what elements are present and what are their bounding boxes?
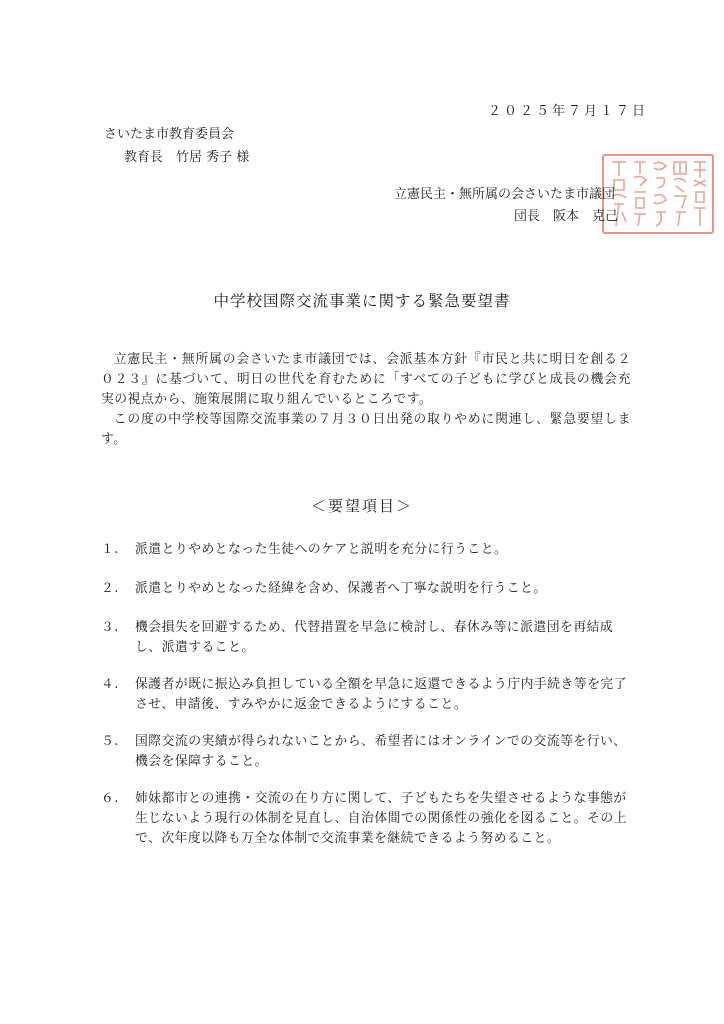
request-item: [101, 732, 631, 772]
sender-organization: 立憲民主・無所属の会さいたま市議団: [394, 187, 616, 202]
request-number: ６.: [101, 791, 119, 806]
request-number: ５.: [101, 734, 119, 749]
request-item: [101, 618, 631, 658]
body-paragraph-2: この度の中学校等国際交流事業の７月３０日出発の取りやめに関連し、緊急要望します。: [101, 412, 631, 447]
request-item: [101, 540, 631, 560]
document-body: [101, 350, 631, 450]
request-number: ３.: [101, 620, 119, 635]
document-date: ２０２５年７月１７日: [488, 104, 649, 119]
request-number: ２.: [101, 581, 119, 596]
body-paragraph-1: 立憲民主・無所属の会さいたま市議団では、会派基本方針『市民と共に明日を創る２０２３』に基づいて、明日の世代を育むために「すべての子どもに学びと成長の機会充実の視点から、施策展開に取り組んでいるところです。: [101, 352, 631, 407]
request-text: 派遣とりやめとなった生徒へのケアと説明を充分に行うこと。: [135, 542, 508, 557]
seal-stamp-graphic: [604, 156, 712, 232]
seal-stamp: [602, 154, 714, 234]
request-list: [101, 540, 631, 866]
request-text: 派遣とりやめとなった経緯を含め、保護者へ丁寧な説明を行うこと。: [135, 581, 547, 596]
request-text: 機会損失を回避するため、代替措置を早急に検討し、春休み等に派遣団を再結成し、派遣すること。: [135, 620, 614, 655]
sender-name: 団長 阪本 克己: [514, 209, 619, 224]
request-item: [101, 675, 631, 715]
request-item: [101, 789, 631, 849]
requests-heading: ＜要望項目＞: [310, 497, 413, 515]
document-title: 中学校国際交流事業に関する緊急要望書: [213, 292, 511, 310]
request-item: [101, 579, 631, 599]
request-text: 保護者が既に振込み負担している全額を早急に返還できるよう庁内手続き等を完了させ、申請後、すみやかに返金できるようにすること。: [135, 677, 627, 712]
request-number: １.: [101, 542, 119, 557]
recipient-organization: さいたま市教育委員会: [104, 127, 235, 142]
recipient-name: 教育長 竹居 秀子 様: [124, 150, 250, 165]
request-text: 姉妹都市との連携・交流の在り方に関して、子どもたちを失望させるような事態が生じないよう現行の体制を見直し、自治体間での関係性の強化を図ること。その上で、次年度以降も万全な体制で交流事業を継続できるよう努めること。: [135, 791, 627, 846]
request-number: ４.: [101, 677, 119, 692]
request-text: 国際交流の実績が得られないことから、希望者にはオンラインでの交流等を行い、機会を保障すること。: [135, 734, 627, 769]
